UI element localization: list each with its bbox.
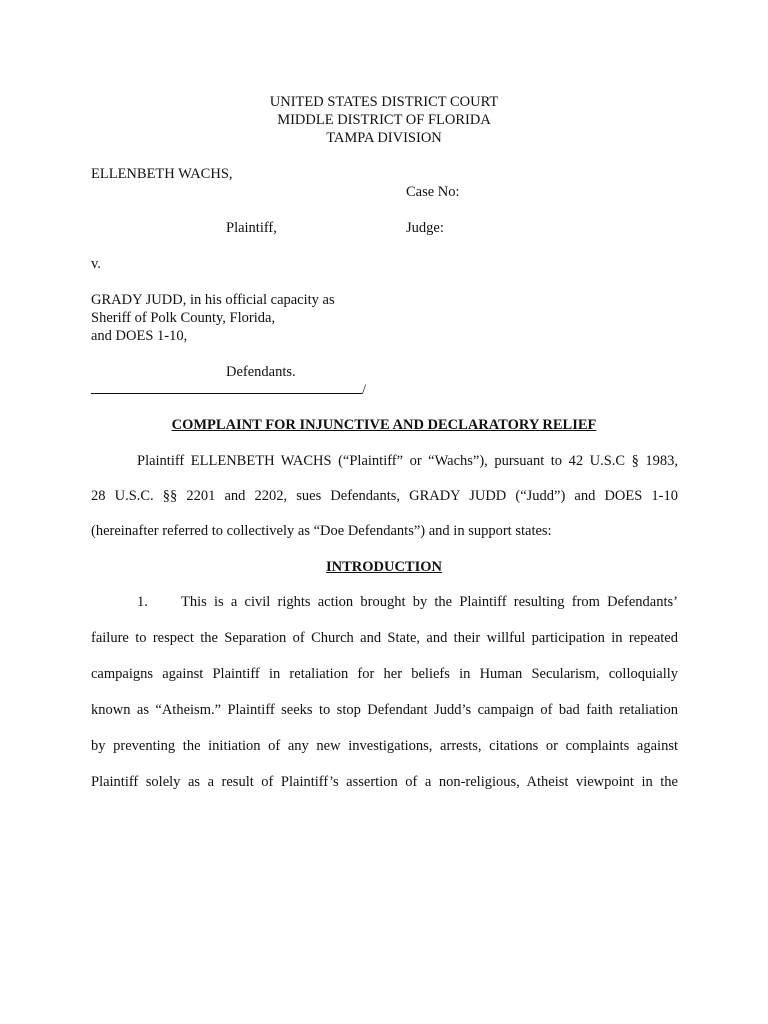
caption-divider-line [91,393,362,394]
intro-paragraph [91,452,678,540]
defendant-line-3: and DOES 1-10, [91,328,188,344]
caption-slash: / [362,382,367,398]
court-name: UNITED STATES DISTRICT COURT [269,94,499,110]
plaintiff-name: ELLENBETH WACHS, [91,166,233,182]
paragraph-1-line-6: Plaintiff solely as a result of Plaintiff’s assertion of a non-religious, Atheist viewpoint in the [91,774,678,790]
case-no-label: Case No: [406,184,460,200]
defendant-line-2: Sheriff of Polk County, Florida, [91,310,276,326]
division-name: TAMPA DIVISION [326,130,442,146]
paragraph-1-first-line [91,593,678,611]
paragraph-1-line-4: known as “Atheism.” Plaintiff seeks to stop Defendant Judd’s campaign of bad faith retaliation [91,702,678,718]
complaint-title: COMPLAINT FOR INJUNCTIVE AND DECLARATORY RELIEF [171,417,597,433]
judge-label: Judge: [406,220,444,236]
paragraph-1-line-3: campaigns against Plaintiff in retaliation for her beliefs in Human Secularism, colloquially [91,666,678,682]
plaintiff-role: Plaintiff, [226,220,277,236]
section-heading: INTRODUCTION [325,559,442,575]
intro-line-3: (hereinafter referred to collectively as “Doe Defendants”) and in support states: [91,523,552,539]
paragraph-number: 1. [137,594,148,610]
versus: v. [91,256,101,272]
defendant-line-1: GRADY JUDD, in his official capacity as [91,292,335,308]
intro-line-1: Plaintiff ELLENBETH WACHS (“Plaintiff” or “Wachs”), pursuant to 42 U.S.C § 1983, [137,453,678,469]
district-name: MIDDLE DISTRICT OF FLORIDA [277,112,491,128]
paragraph-1-line-2: failure to respect the Separation of Church and State, and their willful participation in repeated [91,630,678,646]
paragraph-1-line-1: This is a civil rights action brought by the Plaintiff resulting from Defendants’ [181,594,678,610]
intro-line-2: 28 U.S.C. §§ 2201 and 2202, sues Defendants, GRADY JUDD (“Judd”) and DOES 1-10 [91,488,678,504]
defendant-role: Defendants. [226,364,296,380]
paragraph-1-line-5: by preventing the initiation of any new investigations, arrests, citations or complaints against [91,738,678,754]
paragraph-1 [91,593,678,791]
